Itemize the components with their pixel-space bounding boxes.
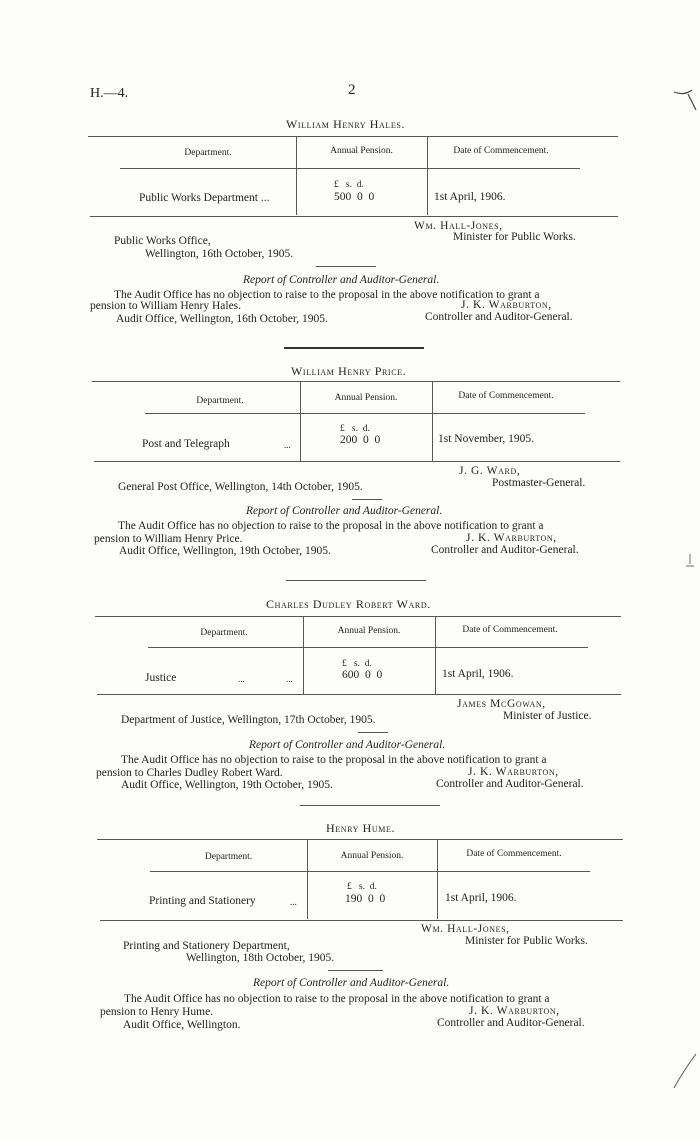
department-cell: Public Works Department ...	[139, 192, 270, 204]
header-rule	[148, 647, 588, 648]
pence-value: 0	[376, 669, 383, 681]
commencement-date: 1st April, 1906.	[434, 191, 506, 203]
table-top-rule	[88, 136, 618, 137]
pound-label: £	[340, 424, 345, 434]
auditor-name: J. K. Warburton,	[461, 299, 552, 311]
currency-symbols	[334, 180, 364, 190]
department-cell: Post and Telegraph	[142, 438, 230, 450]
commencement-date: 1st November, 1905.	[438, 433, 534, 445]
report-text: The Audit Office has no objection to raise to the proposal in the above notification to grant a	[124, 993, 550, 1005]
department-cell: Printing and Stationery	[149, 895, 256, 907]
short-rule	[328, 970, 383, 971]
table-bottom-rule	[94, 461, 620, 462]
audit-office-line: Audit Office, Wellington, 19th October, 1905.	[119, 545, 331, 557]
date-column-header: Date of Commencement.	[458, 391, 554, 401]
pension-column-header: Annual Pension.	[337, 626, 401, 636]
column-divider	[437, 872, 438, 919]
commencement-date: 1st April, 1906.	[442, 668, 514, 680]
pound-label: £	[334, 180, 339, 190]
department-column-header: Department.	[204, 852, 253, 862]
table-bottom-rule	[97, 694, 621, 695]
scan-mark-icon	[672, 84, 698, 114]
currency-symbols	[340, 424, 370, 434]
pence-label: d.	[369, 882, 377, 892]
department-column-header: Department.	[196, 396, 244, 406]
office-line: Public Works Office,	[114, 235, 211, 247]
pension-amount	[340, 434, 380, 446]
table-top-rule	[97, 839, 623, 840]
auditor-name: J. K. Warburton,	[468, 766, 559, 778]
pounds-value: 600	[342, 669, 360, 681]
shillings-value: 0	[365, 669, 371, 681]
column-divider	[427, 169, 428, 215]
minister-name: Wm. Hall-Jones,	[414, 220, 503, 232]
pounds-value: 500	[334, 191, 352, 203]
table-bottom-rule	[90, 216, 618, 217]
minister-name: Wm. Hall-Jones,	[421, 923, 510, 935]
pensioner-name: Charles Dudley Robert Ward.	[266, 597, 431, 611]
office-date-line: Wellington, 16th October, 1905.	[145, 248, 294, 260]
column-divider	[432, 414, 433, 461]
pence-value: 0	[379, 893, 386, 905]
report-text: The Audit Office has no objection to raise to the proposal in the above notification to grant a	[118, 520, 544, 532]
commencement-date: 1st April, 1906.	[445, 892, 517, 904]
report-heading: Report of Controller and Auditor-General.	[253, 977, 450, 989]
department-column-header: Department.	[200, 628, 248, 638]
department-cell: Justice	[145, 672, 177, 684]
auditor-title: Controller and Auditor-General.	[437, 1017, 585, 1029]
pension-to-text: pension to Charles Dudley Robert Ward.	[96, 767, 283, 779]
auditor-name: J. K. Warburton,	[469, 1005, 560, 1017]
pounds-value: 200	[340, 434, 358, 446]
short-rule	[316, 266, 376, 267]
currency-symbols	[342, 659, 372, 669]
department-column-header: Department.	[184, 148, 232, 158]
audit-office-line: Audit Office, Wellington.	[123, 1019, 241, 1031]
pension-amount	[334, 191, 374, 203]
pension-to-text: pension to Henry Hume.	[100, 1006, 214, 1018]
header-rule	[150, 871, 590, 872]
office-date-line: Wellington, 18th October, 1905.	[186, 952, 335, 964]
column-divider	[300, 414, 301, 461]
audit-office-line: Audit Office, Wellington, 16th October, 1905.	[116, 313, 328, 325]
pence-value: 0	[374, 434, 381, 446]
pence-label: d.	[356, 180, 364, 190]
short-rule	[358, 732, 388, 733]
dot-leader: ...	[238, 674, 245, 684]
dot-leader: ...	[284, 440, 291, 450]
column-divider	[303, 648, 304, 694]
shilling-label: s.	[358, 882, 365, 892]
auditor-name: J. K. Warburton,	[466, 532, 557, 544]
table-top-rule	[95, 616, 621, 617]
date-column-header: Date of Commencement.	[466, 849, 562, 859]
minister-name: J. G. Ward,	[459, 465, 521, 477]
auditor-title: Controller and Auditor-General.	[436, 778, 584, 790]
office-line: General Post Office, Wellington, 14th October, 1905.	[118, 481, 363, 493]
report-text: The Audit Office has no objection to raise to the proposal in the above notification to grant a	[121, 754, 547, 766]
pence-value: 0	[368, 191, 375, 203]
column-divider	[307, 872, 308, 919]
pence-label: d.	[362, 424, 370, 434]
section-separator	[300, 805, 440, 806]
report-text: The Audit Office has no objection to raise to the proposal in the above notification to grant a	[114, 289, 540, 301]
pensioner-name: William Henry Price.	[291, 364, 407, 378]
scan-mark-icon	[670, 1052, 698, 1092]
table-bottom-rule	[100, 920, 623, 921]
shillings-value: 0	[368, 893, 374, 905]
pension-amount	[342, 669, 382, 681]
office-line: Printing and Stationery Department,	[123, 940, 290, 952]
shilling-label: s.	[351, 424, 358, 434]
auditor-title: Controller and Auditor-General.	[425, 311, 573, 323]
shilling-label: s.	[353, 659, 360, 669]
pension-column-header: Annual Pension.	[334, 393, 398, 403]
dot-leader: ...	[286, 674, 293, 684]
shillings-value: 0	[357, 191, 363, 203]
scan-mark-icon	[684, 552, 696, 572]
table-top-rule	[92, 381, 620, 382]
minister-title: Minister of Justice.	[503, 710, 592, 722]
column-divider	[435, 648, 436, 694]
shilling-label: s.	[345, 180, 352, 190]
minister-title: Postmaster-General.	[492, 477, 586, 489]
pensioner-name: Henry Hume.	[326, 821, 396, 835]
pension-to-text: pension to William Henry Hales.	[90, 300, 242, 312]
audit-office-line: Audit Office, Wellington, 19th October, 1905.	[121, 779, 333, 791]
pound-label: £	[347, 882, 352, 892]
minister-title: Minister for Public Works.	[465, 935, 588, 947]
document-reference: H.—4.	[90, 86, 129, 101]
short-rule	[352, 499, 382, 500]
pounds-value: 190	[345, 893, 363, 905]
section-separator	[284, 347, 424, 349]
pension-column-header: Annual Pension.	[340, 851, 404, 861]
minister-title: Minister for Public Works.	[453, 231, 576, 243]
minister-name: James McGowan,	[457, 698, 546, 710]
header-rule	[120, 168, 580, 169]
auditor-title: Controller and Auditor-General.	[431, 544, 579, 556]
pension-column-header: Annual Pension.	[330, 146, 393, 156]
page-number: 2	[348, 82, 356, 98]
report-heading: Report of Controller and Auditor-General.	[249, 739, 446, 751]
pension-to-text: pension to William Henry Price.	[94, 533, 243, 545]
pound-label: £	[342, 659, 347, 669]
pension-amount	[345, 893, 385, 905]
header-rule	[145, 413, 585, 414]
pence-label: d.	[364, 659, 372, 669]
office-line: Department of Justice, Wellington, 17th October, 1905.	[121, 714, 376, 726]
date-column-header: Date of Commencement.	[462, 625, 558, 635]
dot-leader: ...	[290, 897, 297, 907]
column-divider	[296, 169, 297, 215]
currency-symbols	[347, 882, 377, 892]
date-column-header: Date of Commencement.	[453, 146, 549, 156]
section-separator	[286, 580, 426, 581]
shillings-value: 0	[363, 434, 369, 446]
report-heading: Report of Controller and Auditor-General.	[243, 274, 440, 286]
report-heading: Report of Controller and Auditor-General.	[246, 505, 443, 517]
pensioner-name: William Henry Hales.	[286, 117, 405, 131]
